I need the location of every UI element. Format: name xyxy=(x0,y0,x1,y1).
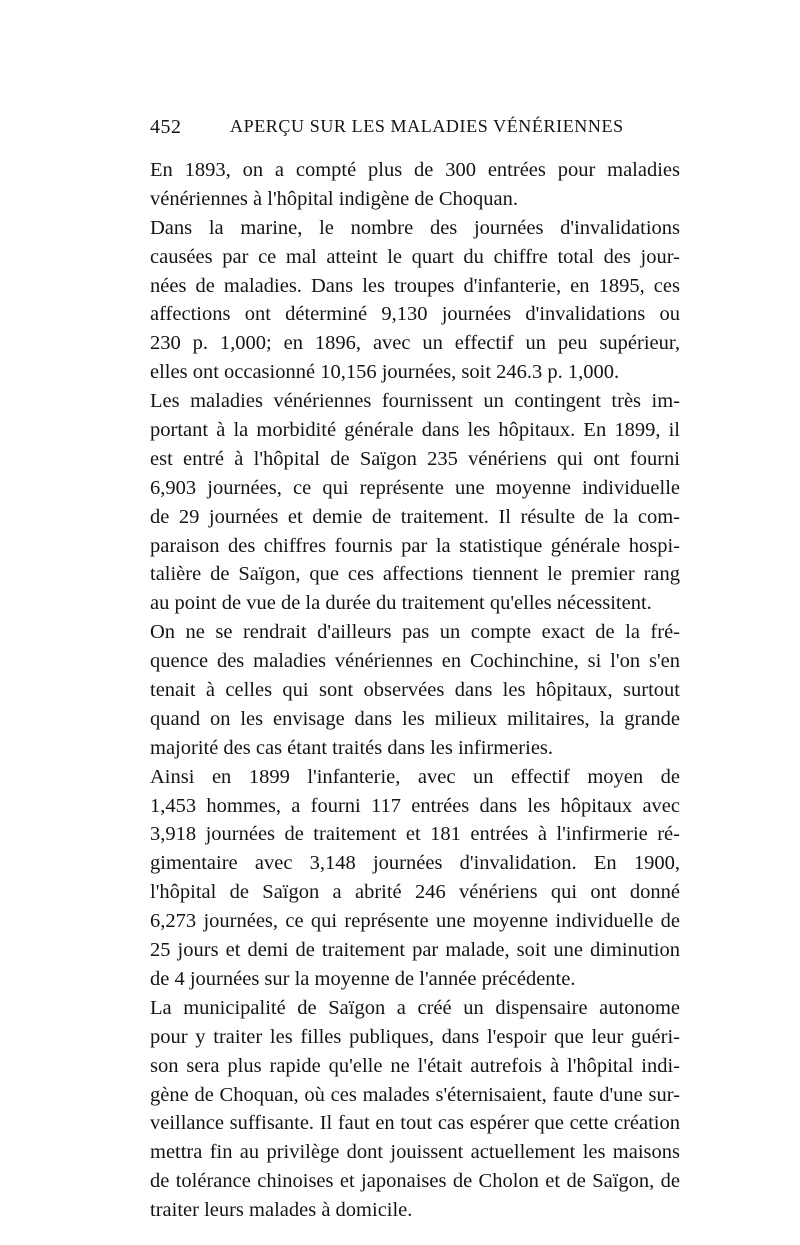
text-line: 6,273 journées, ce qui représente une moyenne individuelle de xyxy=(150,910,680,933)
text-line: est entré à l'hôpital de Saïgon 235 vénériens qui ont fourni xyxy=(150,447,680,470)
running-title: APERÇU SUR LES MALADIES VÉNÉRIENNES xyxy=(230,116,624,136)
text-line: veillance suffisante. Il faut en tout cas espérer que cette création xyxy=(150,1112,680,1135)
paragraph-5 xyxy=(150,763,680,994)
text-line: de 29 journées et demie de traitement. Il résulte de la com- xyxy=(150,505,680,528)
text-line: vénériennes à l'hôpital indigène de Choquan. xyxy=(150,187,519,210)
text-line: mettra fin au privilège dont jouissent actuellement les maisons xyxy=(150,1141,680,1164)
paragraph-6 xyxy=(150,994,680,1225)
text-line: quand on les envisage dans les milieux militaires, la grande xyxy=(150,707,680,730)
text-line: paraison des chiffres fournis par la statistique générale hospi- xyxy=(150,534,680,557)
text-line: La municipalité de Saïgon a créé un dispensaire autonome xyxy=(150,996,680,1019)
text-line: tenait à celles qui sont observées dans les hôpitaux, surtout xyxy=(150,679,680,702)
text-line: portant à la morbidité générale dans les hôpitaux. En 1899, il xyxy=(150,419,680,442)
paragraph-4 xyxy=(150,618,680,762)
text-line: majorité des cas étant traités dans les infirmeries. xyxy=(150,736,554,759)
text-line: causées par ce mal atteint le quart du chiffre total des jour- xyxy=(150,245,680,268)
text-line: On ne se rendrait d'ailleurs pas un compte exact de la fré- xyxy=(150,621,680,644)
text-line: 3,918 journées de traitement et 181 entrées à l'infirmerie ré- xyxy=(150,823,680,846)
text-line: affections ont déterminé 9,130 journées d'invalidations ou xyxy=(150,303,680,326)
text-line: 6,903 journées, ce qui représente une moyenne individuelle xyxy=(150,476,680,499)
text-line: de 4 journées sur la moyenne de l'année précédente. xyxy=(150,967,576,990)
text-line: traiter leurs malades à domicile. xyxy=(150,1199,413,1222)
text-line: gimentaire avec 3,148 journées d'invalidation. En 1900, xyxy=(150,852,680,875)
text-line: 230 p. 1,000; en 1896, avec un effectif un peu supérieur, xyxy=(150,332,680,355)
text-line: Dans la marine, le nombre des journées d'invalidations xyxy=(150,216,680,239)
paragraph-3 xyxy=(150,387,680,618)
paragraph-2 xyxy=(150,214,680,387)
text-line: quence des maladies vénériennes en Cochinchine, si l'on s'en xyxy=(150,650,680,673)
body-text xyxy=(150,156,680,1225)
text-line: son sera plus rapide qu'elle ne l'était autrefois à l'hôpital indi- xyxy=(150,1054,680,1077)
text-line: 1,453 hommes, a fourni 117 entrées dans les hôpitaux avec xyxy=(150,794,680,817)
text-line: gène de Choquan, où ces malades s'éternisaient, faute d'une sur- xyxy=(150,1083,680,1106)
text-line: Les maladies vénériennes fournissent un contingent très im- xyxy=(150,390,680,413)
text-line: talière de Saïgon, que ces affections tiennent le premier rang xyxy=(150,563,680,586)
running-head xyxy=(150,116,680,146)
text-line: 25 jours et demi de traitement par malade, soit une diminution xyxy=(150,939,680,962)
text-line: l'hôpital de Saïgon a abrité 246 vénériens qui ont donné xyxy=(150,881,680,904)
text-line: Ainsi en 1899 l'infanterie, avec un effectif moyen de xyxy=(150,765,680,788)
text-line: elles ont occasionné 10,156 journées, soit 246.3 p. 1,000. xyxy=(150,361,620,384)
text-line: nées de maladies. Dans les troupes d'infanterie, en 1895, ces xyxy=(150,274,680,297)
paragraph-1 xyxy=(150,156,680,214)
text-line: En 1893, on a compté plus de 300 entrées pour maladies xyxy=(150,159,680,181)
text-line: au point de vue de la durée du traitement qu'elles nécessitent. xyxy=(150,592,652,615)
page-number: 452 xyxy=(150,116,182,138)
text-line: de tolérance chinoises et japonaises de Cholon et de Saïgon, de xyxy=(150,1170,680,1193)
text-line: pour y traiter les filles publiques, dans l'espoir que leur guéri- xyxy=(150,1025,680,1048)
